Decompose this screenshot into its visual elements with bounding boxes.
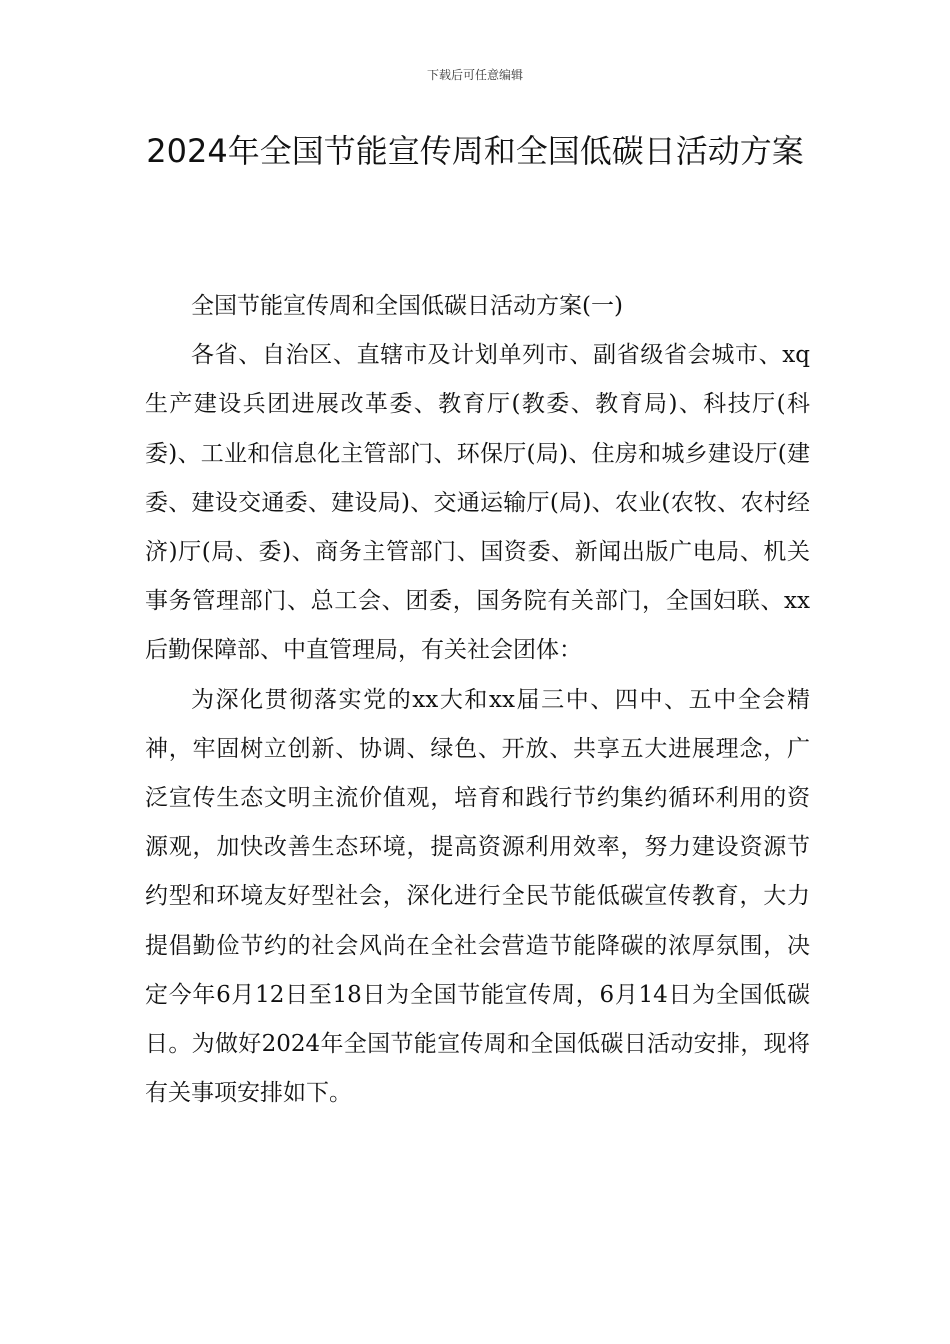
section-heading: 全国节能宣传周和全国低碳日活动方案(一) xyxy=(191,293,623,319)
header-note: 下载后可任意编辑 xyxy=(426,68,523,82)
paragraph-addressees: 各省、自治区、直辖市及计划单列市、副省级省会城市、xq生产建设兵团进展改革委、教育厅(教委、教育局)、科技厅(科委)、工业和信息化主管部门、环保厅(局)、住房和城乡建设厅(建委、建设交通委、建设局)、交通运输厅(局)、农业(农牧、农村经济)厅(局、委)、商务主管部门、国资委、新闻出版广电局、机关事务管理部门、总工会、团委，国务院有关部门，全国妇联、xx后勤保障部、中直管理局，有关社会团体： xyxy=(145,342,810,664)
paragraph-intro: 为深化贯彻落实党的xx大和xx届三中、四中、五中全会精神，牢固树立创新、协调、绿色、开放、共享五大进展理念，广泛宣传生态文明主流价值观，培育和践行节约集约循环利用的资源观，加快改善生态环境，提高资源利用效率，努力建设资源节约型和环境友好型社会，深化进行全民节能低碳宣传教育，大力提倡勤俭节约的社会风尚在全社会营造节能降碳的浓厚氛围，决定今年6月12日至18日为全国节能宣传周，6月14日为全国低碳日。为做好2024年全国节能宣传周和全国低碳日活动安排，现将有关事项安排如下。 xyxy=(145,686,810,1107)
document-title: 2024年全国节能宣传周和全国低碳日活动方案 xyxy=(146,132,804,170)
document-body xyxy=(145,282,810,1118)
